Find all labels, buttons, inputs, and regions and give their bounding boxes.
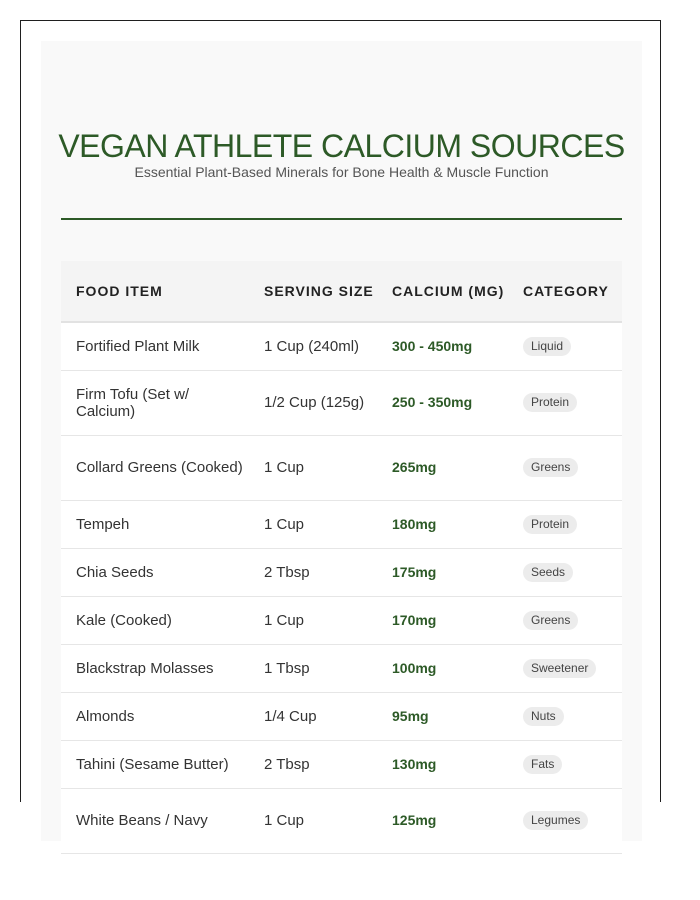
food-item-cell: Almonds [61,692,249,740]
category-cell [508,500,622,548]
calcium-cell: 180mg [377,500,508,548]
category-cell [508,692,622,740]
column-header-food-item: FOOD ITEM [61,261,249,322]
category-cell [508,596,622,644]
category-badge: Seeds [523,563,573,582]
food-item-cell: Chia Seeds [61,548,249,596]
food-item-cell: Fortified Plant Milk [61,322,249,370]
category-badge: Fats [523,755,562,774]
table-row [61,322,622,370]
serving-size-cell: 1 Cup (240ml) [249,322,377,370]
category-badge: Greens [523,458,578,477]
page-title: VEGAN ATHLETE CALCIUM SOURCES [58,128,625,165]
table-row [61,500,622,548]
calcium-table-container [61,261,622,854]
table-row [61,644,622,692]
food-item-cell: Kale (Cooked) [61,596,249,644]
category-cell [508,644,622,692]
food-item-cell: Tahini (Sesame Butter) [61,740,249,788]
serving-size-cell: 1 Cup [249,596,377,644]
category-cell [508,740,622,788]
category-badge: Liquid [523,337,571,356]
serving-size-cell: 1 Cup [249,435,377,500]
serving-size-cell: 1 Cup [249,500,377,548]
calcium-cell: 300 - 450mg [377,322,508,370]
food-item-cell: White Beans / Navy [61,788,249,853]
category-badge: Protein [523,515,577,534]
calcium-cell: 130mg [377,740,508,788]
category-badge: Nuts [523,707,564,726]
table-row [61,692,622,740]
content-card [41,41,642,841]
column-header-calcium: CALCIUM (MG) [377,261,508,322]
food-item-cell: Collard Greens (Cooked) [61,435,249,500]
serving-size-cell: 2 Tbsp [249,740,377,788]
category-badge: Legumes [523,811,588,830]
food-item-cell: Firm Tofu (Set w/ Calcium) [61,370,249,435]
title-divider [61,218,622,220]
category-badge: Sweetener [523,659,596,678]
column-header-serving-size: SERVING SIZE [249,261,377,322]
calcium-cell: 170mg [377,596,508,644]
calcium-cell: 175mg [377,548,508,596]
table-row [61,788,622,853]
calcium-cell: 95mg [377,692,508,740]
table-header-row [61,261,622,322]
page-subtitle: Essential Plant-Based Minerals for Bone Health & Muscle Function [134,164,549,180]
calcium-cell: 125mg [377,788,508,853]
table-row [61,435,622,500]
food-item-cell: Tempeh [61,500,249,548]
table-row [61,740,622,788]
serving-size-cell: 1 Cup [249,788,377,853]
calcium-table [61,261,622,854]
serving-size-cell: 1/2 Cup (125g) [249,370,377,435]
serving-size-cell: 2 Tbsp [249,548,377,596]
table-row [61,370,622,435]
category-cell [508,788,622,853]
column-header-category: CATEGORY [508,261,622,322]
calcium-cell: 265mg [377,435,508,500]
calcium-cell: 100mg [377,644,508,692]
category-cell [508,370,622,435]
category-cell [508,435,622,500]
food-item-cell: Blackstrap Molasses [61,644,249,692]
serving-size-cell: 1/4 Cup [249,692,377,740]
calcium-cell: 250 - 350mg [377,370,508,435]
serving-size-cell: 1 Tbsp [249,644,377,692]
category-badge: Protein [523,393,577,412]
category-badge: Greens [523,611,578,630]
category-cell [508,322,622,370]
table-row [61,548,622,596]
table-row [61,596,622,644]
page-frame [20,20,661,829]
category-cell [508,548,622,596]
